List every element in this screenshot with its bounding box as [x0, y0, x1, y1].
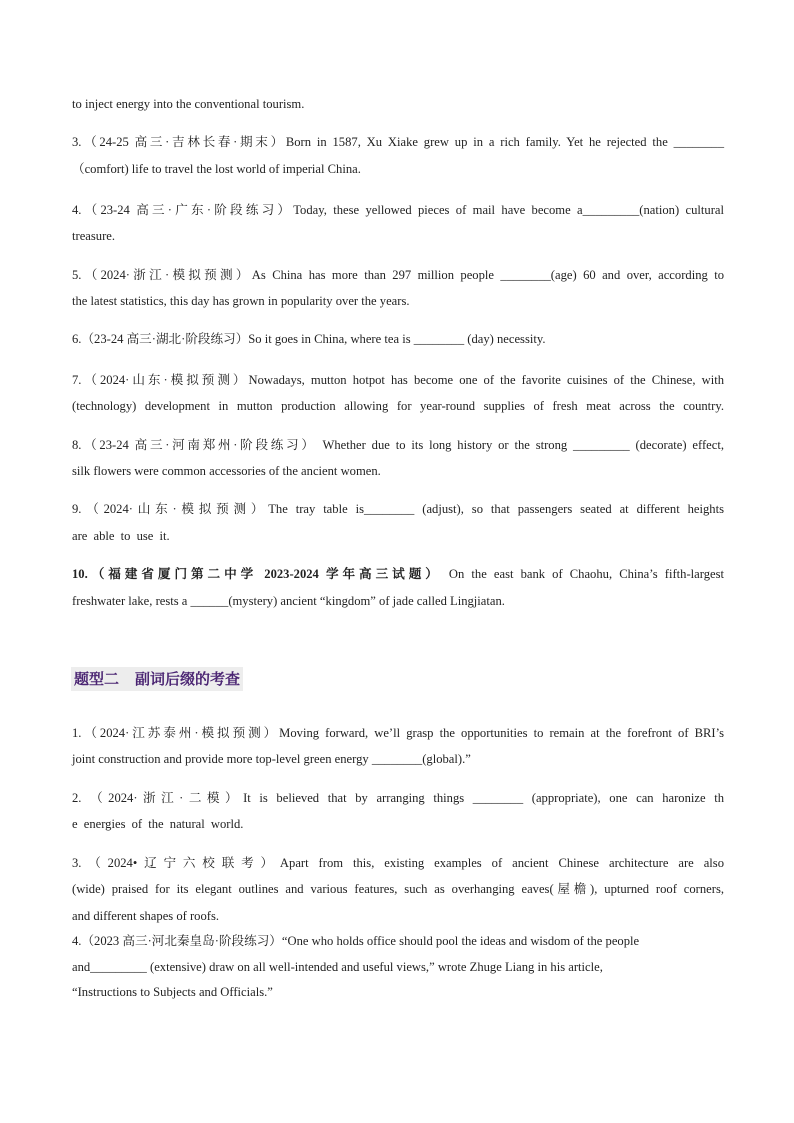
question-10-source: 10.（福建省厦门第二中学 2023-2024 学年高三试题） [72, 567, 442, 581]
question-10-text: On the east bank of Chaohu, China’s fifth-largest [448, 567, 724, 581]
question-3-line-2: （comfort) life to travel the lost world of imperial China. [72, 162, 361, 176]
section2-question-3-line-2: (wide) praised for its elegant outlines and various features, such as overhanging eaves(屋檐), upturned roof corners, [72, 882, 724, 896]
question-10-line-2: freshwater lake, rests a ______(mystery) ancient “kingdom” of jade called Lingjiatan. [72, 594, 505, 608]
question-4-line-2: treasure. [72, 229, 116, 243]
section2-question-2-line-1: 2. （2024·浙江·二模）It is believed that by arranging things ________ (appropriate), one can haronize th [72, 791, 724, 805]
section2-question-3-line-1: 3.（2024•辽宁六校联考）Apart from this, existing examples of ancient Chinese architecture are also [72, 856, 724, 870]
section2-question-4-line-3: “Instructions to Subjects and Officials.” [72, 985, 273, 999]
question-7-line-1: 7.（2024·山东·模拟预测）Nowadays, mutton hotpot has become one of the favorite cuisines of the Chinese, with [72, 373, 724, 387]
text-line: to inject energy into the conventional tourism. [72, 97, 305, 111]
question-8-line-1: 8.（23-24 高三·河南郑州·阶段练习） Whether due to its long history or the strong _________ (decorate) effect, [72, 438, 724, 452]
question-3-line-1: 3.（24-25 高三·吉林长春·期末）Born in 1587, Xu Xiake grew up in a rich family. Yet he rejected the ________ [72, 135, 724, 149]
question-7-line-2: (technology) development in mutton production allowing for year-round supplies of fresh meat across the country. [72, 399, 724, 413]
question-8-line-2: silk flowers were common accessories of the ancient women. [72, 464, 381, 478]
section-heading [71, 667, 243, 691]
question-5-line-1: 5.（2024·浙江·模拟预测）As China has more than 297 million people ________(age) 60 and over, according to [72, 268, 724, 282]
section2-question-2-line-2: e energies of the natural world. [72, 817, 244, 831]
section-heading-label: 题型二 [74, 670, 120, 688]
section2-question-4-line-1: 4.（2023 高三·河北秦皇岛·阶段练习）“One who holds office should pool the ideas and wisdom of the people [72, 934, 640, 948]
question-4-line-1: 4.（23-24 高三·广东·阶段练习）Today, these yellowed pieces of mail have become a_________(nation) cultural [72, 203, 724, 217]
question-9-line-1: 9.（2024·山东·模拟预测）The tray table is________ (adjust), so that passengers seated at different heights [72, 502, 724, 516]
question-9-line-2: are able to use it. [72, 529, 170, 543]
section2-question-1-line-1: 1.（2024·江苏泰州·模拟预测）Moving forward, we’ll grasp the opportunities to remain at the forefront of BRI’s [72, 726, 724, 740]
section-heading-title: 副词后缀的考查 [135, 670, 241, 688]
section2-question-1-line-2: joint construction and provide more top-level green energy ________(global).” [72, 752, 471, 766]
question-6-line-1: 6.（23-24 高三·湖北·阶段练习）So it goes in China, where tea is ________ (day) necessity. [72, 332, 546, 346]
question-10-line-1 [72, 566, 724, 582]
section2-question-3-line-3: and different shapes of roofs. [72, 909, 219, 923]
question-5-line-2: the latest statistics, this day has grown in popularity over the years. [72, 294, 410, 308]
section2-question-4-line-2: and_________ (extensive) draw on all well-intended and useful views,” wrote Zhuge Liang in his article, [72, 960, 603, 974]
